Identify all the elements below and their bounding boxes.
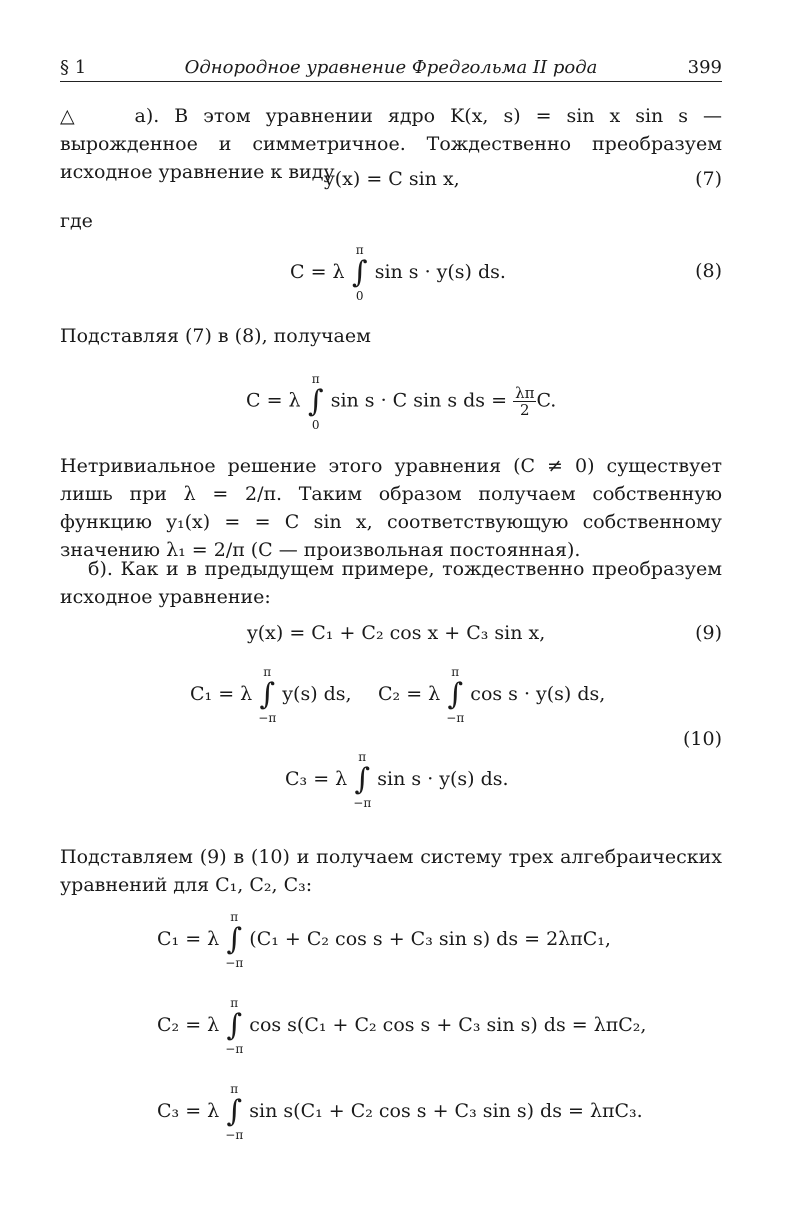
- page-number: 399: [687, 57, 722, 78]
- integral-sign: ∫ π 0: [351, 243, 368, 303]
- integral-sign: ∫ π −π: [225, 996, 244, 1056]
- header-title: Однородное уравнение Фредгольма II рода: [184, 57, 598, 78]
- fraction: $\frac{\lambda\pi}{2}$: [515, 384, 535, 419]
- triangle-marker: △: [60, 105, 75, 127]
- system-equation-2: C₂ = λ ∫ π −π cos s(C₁ + C₂ cos s + C₃ sin s) ds = λπC₂,: [157, 996, 647, 1056]
- integral-sign: ∫ π −π: [258, 665, 277, 725]
- equation-9-number: (9): [695, 622, 722, 644]
- where-label: где: [60, 210, 93, 232]
- equation-10a: C₁ = λ ∫ π −π y(s) ds,: [190, 665, 352, 725]
- paragraph-a: △ а). В этом уравнении ядро K(x, s) = sin x sin s — вырожденное и симметричное. Тождественно преобразуем исходное уравнение к виду: [60, 102, 722, 186]
- equation-8-number: (8): [695, 260, 722, 282]
- paragraph-system: Подставляем (9) в (10) и получаем систему трех алгебраических уравнений для C₁, C₂, C₃:: [60, 846, 722, 896]
- equation-c: C = λ ∫ π 0 sin s · C sin s ds = $\frac{\lambda\pi}{2}$ C.: [246, 371, 557, 432]
- equation-10b: C₂ = λ ∫ π −π cos s · y(s) ds,: [378, 665, 606, 725]
- equation-10c: C₃ = λ ∫ π −π sin s · y(s) ds.: [285, 750, 509, 810]
- equation-10-number: (10): [682, 728, 722, 750]
- running-header: [60, 57, 722, 82]
- integral-sign: ∫ π −π: [225, 1082, 244, 1142]
- system-equation-3: C₃ = λ ∫ π −π sin s(C₁ + C₂ cos s + C₃ sin s) ds = λπC₃.: [157, 1082, 643, 1142]
- integral-sign: ∫ π −π: [353, 750, 372, 810]
- equation-8: C = λ ∫ π 0 sin s · y(s) ds.: [290, 243, 506, 303]
- integral-sign: ∫ π −π: [446, 665, 465, 725]
- equation-7: y(x) = C sin x,: [324, 168, 460, 190]
- system-equation-1: C₁ = λ ∫ π −π (C₁ + C₂ cos s + C₃ sin s) ds = 2λπC₁,: [157, 910, 611, 970]
- integral-sign: ∫ π 0: [307, 371, 324, 432]
- section-mark: § 1: [60, 57, 87, 78]
- paragraph-substitute: Подставляя (7) в (8), получаем: [60, 325, 371, 347]
- integral-sign: ∫ π −π: [225, 910, 244, 970]
- paragraph-b: б). Как и в предыдущем примере, тождественно преобразуем исходное уравнение:: [60, 558, 722, 608]
- equation-9: y(x) = C₁ + C₂ cos x + C₃ sin x,: [247, 622, 546, 644]
- paragraph-nontrivial: Нетривиальное решение этого уравнения (C ≠ 0) существует лишь при λ = 2/π. Таким образом получаем собственную функцию y₁(x) = = C sin x, соответствующую собственному значению λ₁ = 2/π (C — произвольная постоянная).: [60, 455, 722, 561]
- equation-7-number: (7): [695, 168, 722, 190]
